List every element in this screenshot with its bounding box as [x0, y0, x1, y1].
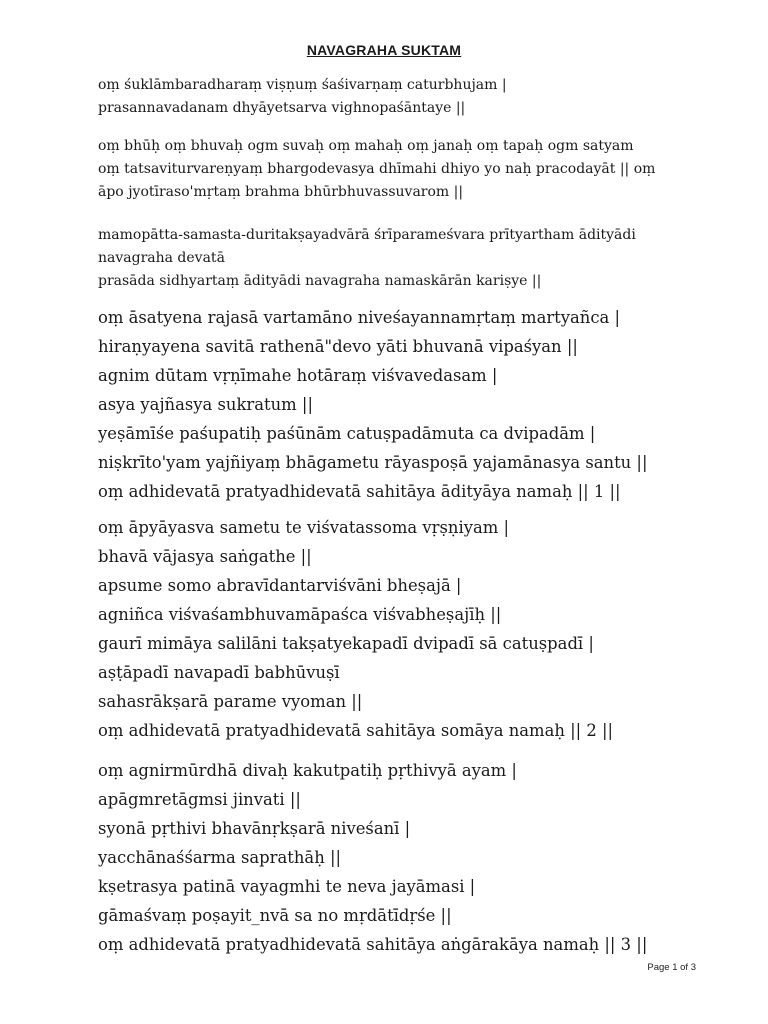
verse-line: oṃ agnirmūrdhā divaḥ kakutpatiḥ pṛthivyā ayam |: [98, 761, 517, 780]
verse-line: gāmaśvaṃ poṣayit_nvā sa no mṛdātīdṛśe ||: [98, 906, 452, 925]
page-number: Page 1 of 3: [647, 962, 696, 973]
sankalpa-verse: [98, 224, 636, 293]
verse-line: oṃ adhidevatā pratyadhidevatā sahitāya ādityāya namaḥ || 1 ||: [98, 482, 621, 501]
verse-line: oṃ bhūḥ oṃ bhuvaḥ ogm suvaḥ oṃ mahaḥ oṃ janaḥ oṃ tapaḥ ogm satyam: [98, 138, 634, 154]
verse-line: āpo jyotīraso'mṛtaṃ brahma bhūrbhuvassuvarom ||: [98, 184, 464, 200]
verse-line: asya yajñasya sukratum ||: [98, 395, 313, 414]
angaraka-verse: [98, 756, 647, 959]
verse-line: oṃ āsatyena rajasā vartamāno niveśayannamṛtaṃ martyañca |: [98, 308, 621, 327]
verse-line: gaurī mimāya salilāni takṣatyekapadī dvipadī sā catuṣpadī |: [98, 634, 594, 653]
verse-line: oṃ adhidevatā pratyadhidevatā sahitāya aṅgārakāya namaḥ || 3 ||: [98, 935, 648, 954]
verse-line: prasannavadanam dhyāyetsarva vighnopaśāntaye ||: [98, 100, 466, 116]
verse-line: yacchānaśśarma saprathāḥ ||: [98, 848, 342, 867]
verse-line: oṃ adhidevatā pratyadhidevatā sahitāya somāya namaḥ || 2 ||: [98, 721, 614, 740]
soma-verse: [98, 513, 613, 745]
verse-line: niṣkrīto'yam yajñiyaṃ bhāgametu rāyaspoṣā yajamānasya santu ||: [98, 453, 648, 472]
verse-line: aṣṭāpadī navapadī babhūvuṣī: [98, 663, 340, 682]
gayatri-verse: [98, 135, 655, 204]
verse-line: kṣetrasya patinā vayagmhi te neva jayāmasi |: [98, 877, 476, 896]
verse-line: oṃ śuklāmbaradharaṃ viṣṇuṃ śaśivarṇaṃ caturbhujam |: [98, 77, 507, 93]
verse-line: hiraṇyayena savitā rathenā"devo yāti bhuvanā vipaśyan ||: [98, 337, 578, 356]
verse-line: oṃ āpyāyasva sametu te viśvatassoma vṛṣṇiyam |: [98, 518, 510, 537]
verse-line: mamopātta-samasta-duritakṣayadvārā śrīparameśvara prītyartham ādityādi: [98, 227, 636, 243]
surya-verse: [98, 303, 647, 506]
verse-line: syonā pṛthivi bhavānṛkṣarā niveśanī |: [98, 819, 411, 838]
verse-line: oṃ tatsaviturvareṇyaṃ bhargodevasya dhīmahi dhiyo yo naḥ pracodayāt || oṃ: [98, 161, 656, 177]
verse-line: yeṣāmīśe paśupatiḥ paśūnām catuṣpadāmuta ca dvipadām |: [98, 424, 596, 443]
verse-line: navagraha devatā: [98, 250, 225, 266]
verse-line: bhavā vājasya saṅgathe ||: [98, 547, 312, 566]
verse-line: prasāda sidhyartaṃ ādityādi navagraha namaskārān kariṣye ||: [98, 273, 542, 289]
document-title: NAVAGRAHA SUKTAM: [306, 42, 462, 58]
verse-line: sahasrākṣarā parame vyoman ||: [98, 692, 363, 711]
verse-line: apāgmretāgmsi jinvati ||: [98, 790, 301, 809]
verse-line: apsume somo abravīdantarviśvāni bheṣajā |: [98, 576, 462, 595]
verse-line: agniñca viśvaśambhuvamāpaśca viśvabheṣajīḥ ||: [98, 605, 502, 624]
invocation-verse: [98, 74, 507, 120]
verse-line: agnim dūtam vṛṇīmahe hotāraṃ viśvavedasam |: [98, 366, 498, 385]
